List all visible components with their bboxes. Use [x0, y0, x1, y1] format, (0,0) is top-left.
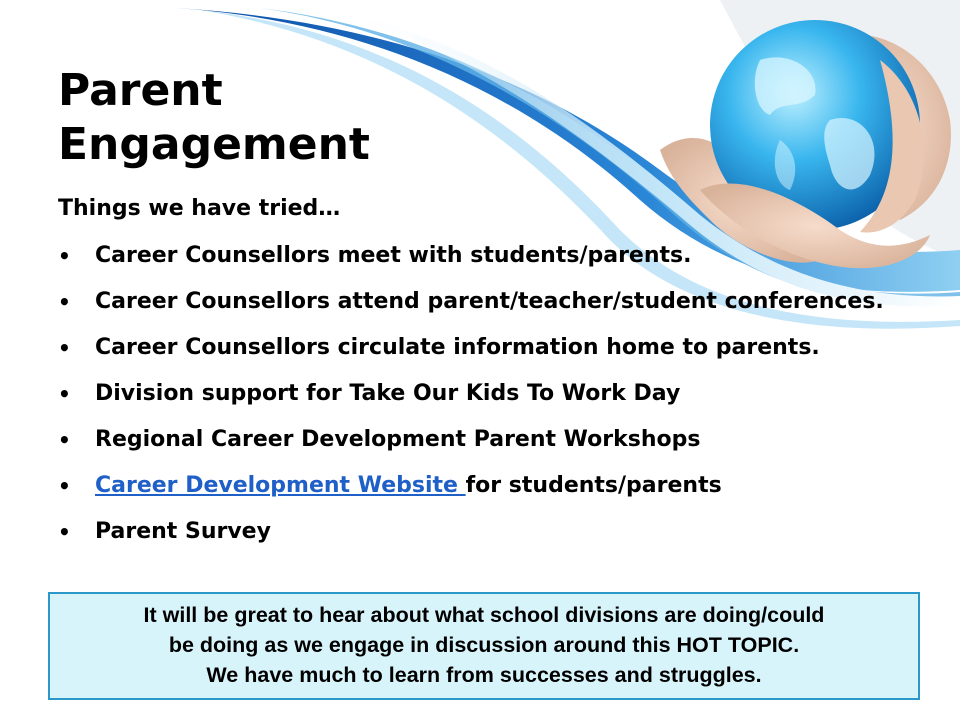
- list-item: [58, 378, 908, 410]
- list-item: [58, 424, 908, 456]
- callout-line-2: be doing as we engage in discussion around this HOT TOPIC.: [168, 633, 800, 657]
- bullet-icon: •: [58, 290, 71, 314]
- list-item: [58, 286, 908, 318]
- list-item-text: Regional Career Development Parent Workshops: [95, 427, 701, 452]
- list-item-text: Career Counsellors attend parent/teacher/student conferences.: [95, 289, 884, 314]
- list-item: [58, 516, 908, 548]
- list-item: [58, 332, 908, 364]
- list-item: [58, 240, 908, 272]
- bullet-icon: •: [58, 336, 71, 360]
- callout-line-3: We have much to learn from successes and struggles.: [206, 663, 762, 687]
- bullet-icon: •: [58, 428, 71, 452]
- callout-box: [48, 592, 920, 700]
- bullet-icon: •: [58, 474, 71, 498]
- list-item-text: Career Counsellors circulate information home to parents.: [95, 335, 820, 360]
- list-item-text: Parent Survey: [95, 519, 271, 544]
- title-line-2: Engagement: [58, 119, 370, 170]
- list-item: [58, 470, 908, 502]
- bullet-list: [58, 240, 908, 562]
- bullet-icon: •: [58, 520, 71, 544]
- bullet-icon: •: [58, 382, 71, 406]
- list-item-text: Division support for Take Our Kids To Work Day: [95, 381, 681, 406]
- callout-line-1: It will be great to hear about what school divisions are doing/could: [143, 603, 825, 627]
- list-item-text: Career Counsellors meet with students/parents.: [95, 243, 692, 268]
- subtitle: Things we have tried…: [58, 196, 341, 221]
- page-title: [58, 64, 370, 172]
- list-item-text: for students/parents: [465, 473, 722, 498]
- bullet-icon: •: [58, 244, 71, 268]
- career-development-website-link[interactable]: Career Development Website: [95, 473, 466, 498]
- title-line-1: Parent: [58, 65, 223, 116]
